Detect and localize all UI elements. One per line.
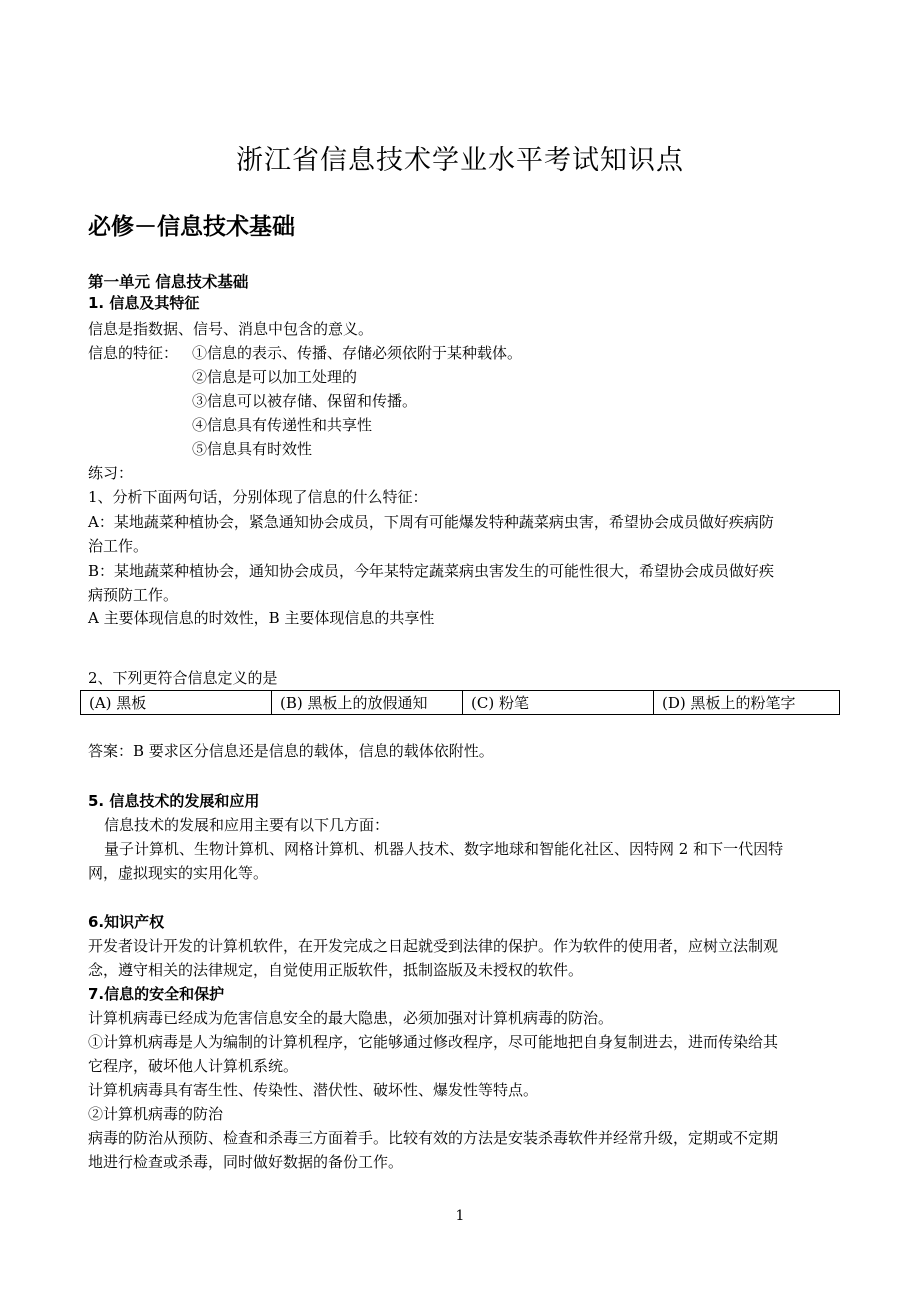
question-1-a-cont: 治工作。 xyxy=(88,537,149,555)
features-label: 信息的特征： xyxy=(88,344,179,362)
question-1-b-cont: 病预防工作。 xyxy=(88,586,179,604)
question-2: 2、下列更符合信息定义的是 xyxy=(88,669,278,687)
info-definition: 信息是指数据、信号、消息中包含的意义。 xyxy=(88,320,374,338)
question-2-options-table xyxy=(80,690,840,715)
feature-item: ⑤信息具有时效性 xyxy=(192,440,313,458)
question-1: 1、分析下面两句话，分别体现了信息的什么特征： xyxy=(88,488,428,506)
question-1-answer: A 主要体现信息的时效性，B 主要体现信息的共享性 xyxy=(88,609,435,627)
section-7-line: ②计算机病毒的防治 xyxy=(88,1105,224,1123)
section-7-line: ①计算机病毒是人为编制的计算机程序，它能够通过修改程序，尽可能地把自身复制进去，进而传染给其 xyxy=(88,1033,779,1051)
practice-label: 练习： xyxy=(88,464,134,482)
section-5-line: 量子计算机、生物计算机、网格计算机、机器人技术、数字地球和智能化社区、因特网 2 和下一代因特 xyxy=(104,840,784,858)
section-5-line: 网，虚拟现实的实用化等。 xyxy=(88,864,269,882)
feature-item: ①信息的表示、传播、存储必须依附于某种载体。 xyxy=(192,344,523,362)
section-6-heading: 6.知识产权 xyxy=(88,913,165,931)
unit-heading: 第一单元 信息技术基础 xyxy=(88,273,249,291)
option-a: (A) 黑板 xyxy=(81,691,272,715)
section-7-heading: 7.信息的安全和保护 xyxy=(88,985,225,1003)
section-7-line: 计算机病毒具有寄生性、传染性、潜伏性、破坏性、爆发性等特点。 xyxy=(88,1081,539,1099)
question-1-a: A：某地蔬菜种植协会，紧急通知协会成员，下周有可能爆发特种蔬菜病虫害，希望协会成员做好疾病防 xyxy=(88,513,774,531)
section-7-line: 地进行检查或杀毒，同时做好数据的备份工作。 xyxy=(88,1153,404,1171)
question-1-b: B：某地蔬菜种植协会，通知协会成员，今年某特定蔬菜病虫害发生的可能性很大，希望协会成员做好疾 xyxy=(88,562,775,580)
option-d: (D) 黑板上的粉笔字 xyxy=(654,691,840,715)
module-heading: 必修－信息技术基础 xyxy=(88,214,295,240)
feature-item: ②信息是可以加工处理的 xyxy=(192,368,358,386)
page-number: 1 xyxy=(455,1208,465,1224)
option-c: (C) 粉笔 xyxy=(463,691,654,715)
section-1-heading: 1. 信息及其特征 xyxy=(88,294,200,312)
section-7-line: 它程序，破坏他人计算机系统。 xyxy=(88,1057,299,1075)
option-b: (B) 黑板上的放假通知 xyxy=(272,691,463,715)
document-title: 浙江省信息技术学业水平考试知识点 xyxy=(236,145,684,176)
section-5-line: 信息技术的发展和应用主要有以下几方面： xyxy=(104,816,390,834)
section-6-line: 念，遵守相关的法律规定，自觉使用正版软件，抵制盗版及未授权的软件。 xyxy=(88,961,584,979)
feature-item: ③信息可以被存储、保留和传播。 xyxy=(192,392,418,410)
section-7-line: 计算机病毒已经成为危害信息安全的最大隐患，必须加强对计算机病毒的防治。 xyxy=(88,1009,614,1027)
section-5-heading: 5. 信息技术的发展和应用 xyxy=(88,792,260,810)
section-7-line: 病毒的防治从预防、检查和杀毒三方面着手。比较有效的方法是安装杀毒软件并经常升级，定期或不定期 xyxy=(88,1129,779,1147)
feature-item: ④信息具有传递性和共享性 xyxy=(192,416,373,434)
question-2-answer: 答案：B 要求区分信息还是信息的载体，信息的载体依附性。 xyxy=(88,742,494,760)
section-6-line: 开发者设计开发的计算机软件，在开发完成之日起就受到法律的保护。作为软件的使用者，应树立法制观 xyxy=(88,937,779,955)
